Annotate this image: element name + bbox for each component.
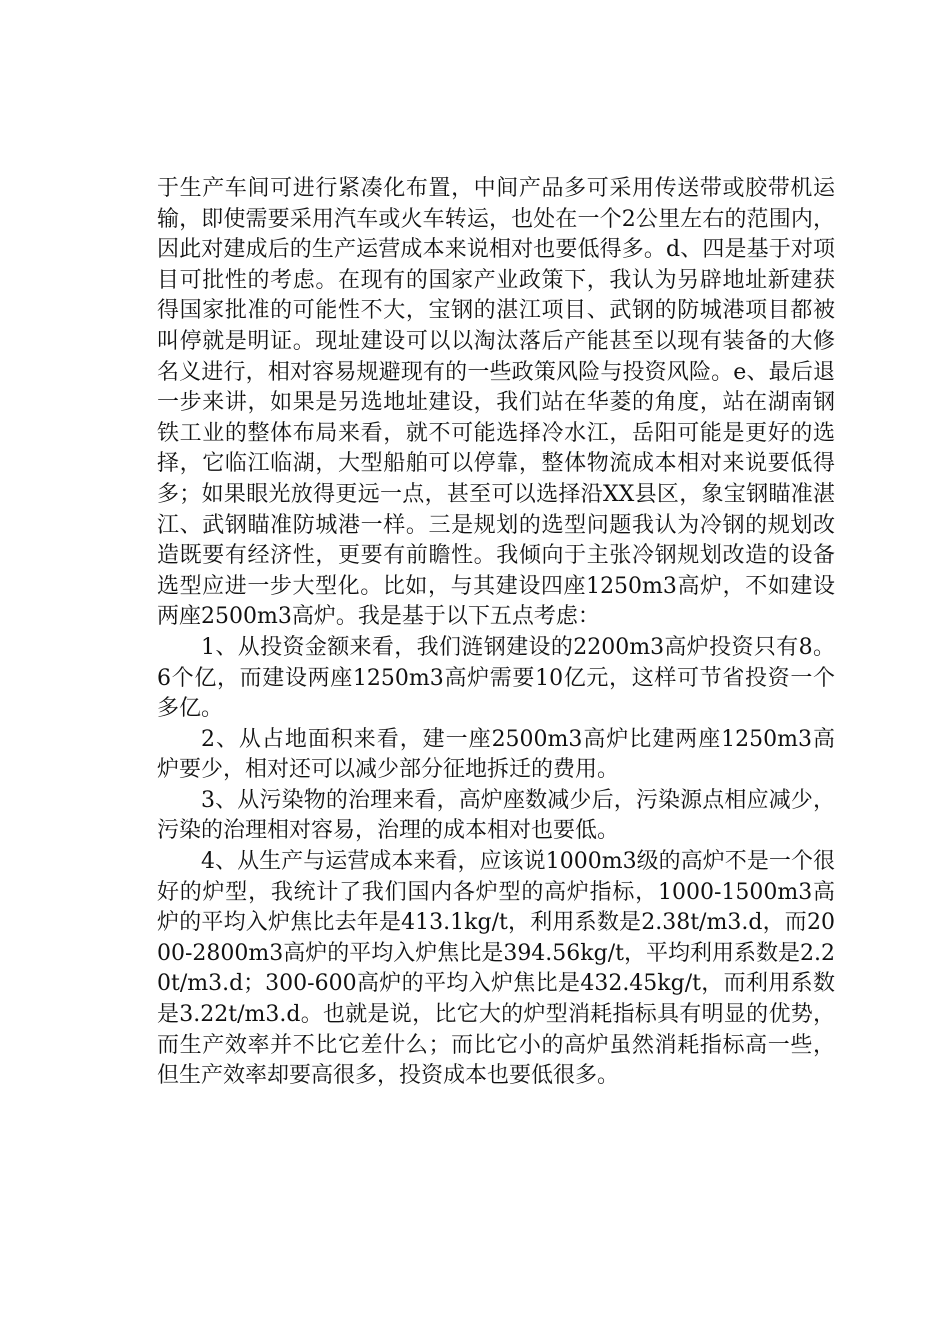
paragraph-point-2: 2、从占地面积来看，建一座2500m3高炉比建两座1250m3高炉要少，相对还可以减少部分征地拆迁的费用。 [157,726,835,783]
paragraph-point-3: 3、从污染物的治理来看，高炉座数减少后，污染源点相应减少，污染的治理相对容易，治理的成本相对也要低。 [157,787,835,844]
document-body [157,174,835,1092]
paragraph-point-1: 1、从投资金额来看，我们涟钢建设的2200m3高炉投资只有8。6个亿，而建设两座1250m3高炉需要10亿元，这样可节省投资一个多亿。 [157,634,835,722]
paragraph-continuation: 于生产车间可进行紧凑化布置，中间产品多可采用传送带或胶带机运输，即使需要采用汽车或火车转运，也处在一个2公里左右的范围内，因此对建成后的生产运营成本来说相对也要低得多。d、四是基于对项目可批性的考虑。在现有的国家产业政策下，我认为另辟地址新建获得国家批准的可能性不大，宝钢的湛江项目、武钢的防城港项目都被叫停就是明证。现址建设可以以淘汰落后产能甚至以现有装备的大修名义进行，相对容易规避现有的一些政策风险与投资风险。e、最后退一步来讲，如果是另选地址建设，我们站在华菱的角度，站在湖南钢铁工业的整体布局来看，就不可能选择冷水江，岳阳可能是更好的选择，它临江临湖，大型船舶可以停靠，整体物流成本相对来说要低得多；如果眼光放得更远一点，甚至可以选择沿XX县区，象宝钢瞄准湛江、武钢瞄准防城港一样。三是规划的选型问题我认为冷钢的规划改造既要有经济性，更要有前瞻性。我倾向于主张冷钢规划改造的设备选型应进一步大型化。比如，与其建设四座1250m3高炉，不如建设两座2500m3高炉。我是基于以下五点考虑： [157,176,835,630]
paragraph-point-4: 4、从生产与运营成本来看，应该说1000m3级的高炉不是一个很好的炉型，我统计了我们国内各炉型的高炉指标，1000-1500m3高炉的平均入炉焦比去年是413.1kg/t，利用系数是2.38t/m3.d，而2000-2800m3高炉的平均入炉焦比是394.56kg/t，平均利用系数是2.20t/m3.d；300-600高炉的平均入炉焦比是432.45kg/t，而利用系数是3.22t/m3.d。也就是说，比它大的炉型消耗指标具有明显的优势，而生产效率并不比它差什么；而比它小的高炉虽然消耗指标高一些，但生产效率却要高很多，投资成本也要低很多。 [157,849,835,1089]
